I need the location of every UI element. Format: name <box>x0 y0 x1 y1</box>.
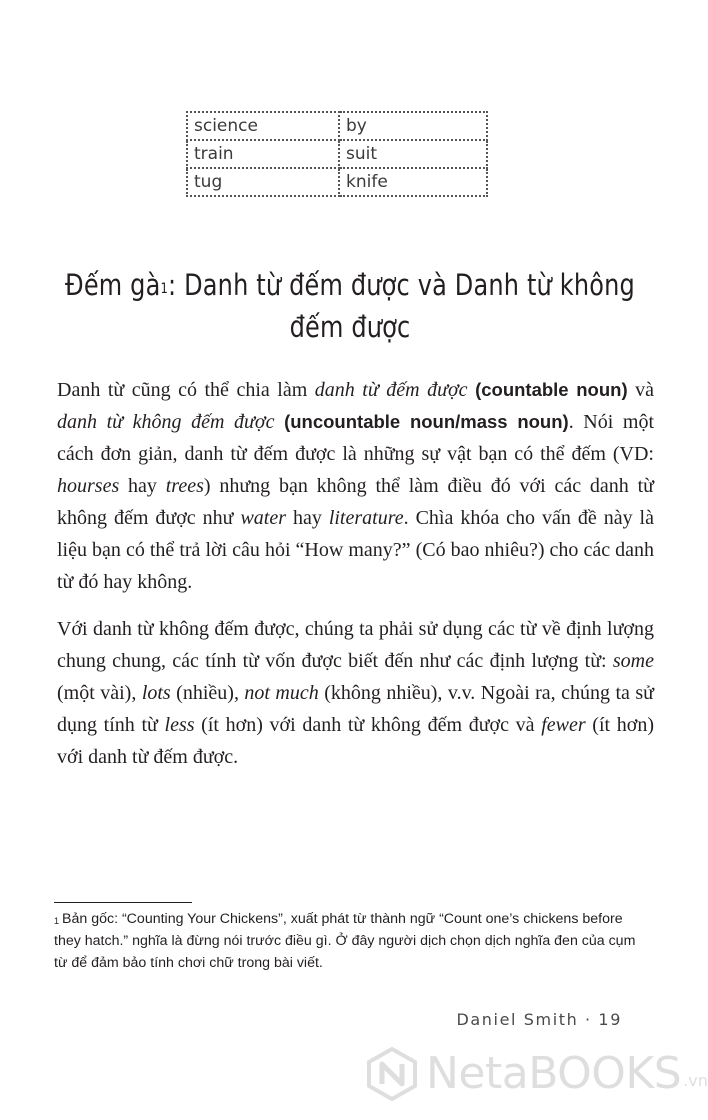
text-run: Danh từ cũng có thể chia làm <box>57 379 315 401</box>
bold-term: (countable noun) <box>475 379 628 400</box>
italic-term: trees <box>165 475 204 497</box>
italic-term: fewer <box>541 714 586 736</box>
text-run: (không nhiều), v.v. Ngoài ra, chúng ta sử dụng tính từ <box>57 682 654 736</box>
text-run: (một vài), <box>57 682 142 704</box>
table-cell: science <box>187 112 339 140</box>
italic-term: less <box>164 714 195 736</box>
footnote-divider <box>54 902 192 903</box>
heading-part2: : Danh từ đếm được và Danh từ không đếm được <box>168 268 635 344</box>
table-cell: tug <box>187 168 339 196</box>
table-cell: by <box>339 112 487 140</box>
word-table <box>186 111 488 197</box>
italic-term: danh từ đếm được <box>314 379 468 401</box>
paragraph-2 <box>57 613 654 773</box>
text-run: (nhiều), <box>170 682 245 704</box>
footnote-ref: 1 <box>160 281 169 297</box>
watermark-suffix: .vn <box>683 1071 708 1090</box>
text-run <box>274 411 284 433</box>
italic-term: water <box>240 507 286 529</box>
italic-term: lots <box>141 682 171 704</box>
text-run: (ít hơn) với danh từ không đếm được và <box>194 714 542 736</box>
bold-term: (uncountable noun/mass noun) <box>284 411 569 432</box>
text-run: và <box>627 379 654 401</box>
text-run: . Nói một cách đơn giản, danh từ đếm được là những sự vật bạn có thể đếm (VD: <box>57 411 654 465</box>
italic-term: danh từ không đếm được <box>57 411 275 433</box>
watermark <box>364 1046 708 1102</box>
table-cell: suit <box>339 140 487 168</box>
text-run: . Chìa khóa cho vấn đề này là liệu bạn có thể trả lời câu hỏi “How many?” (Có bao nhiêu?) cho các danh từ đó hay không. <box>57 507 654 593</box>
table-row <box>187 112 487 140</box>
footnote-text: Bản gốc: “Counting Your Chickens”, xuất phát từ thành ngữ “Count one’s chickens before they hatch.” nghĩa là đừng nói trước điều gì. Ở đây người dịch chọn dịch nghĩa đen của cụm từ để đảm bảo tính chơi chữ trong bài viết. <box>54 911 636 971</box>
text-run: ) nhưng bạn không thể làm điều đó với các danh từ không đếm được như <box>57 475 654 529</box>
page-footer: Daniel Smith · 19 <box>456 1010 622 1029</box>
footnote-mark: 1 <box>54 916 60 926</box>
italic-term: hourses <box>57 475 120 497</box>
table-row <box>187 140 487 168</box>
section-heading <box>65 264 635 348</box>
italic-term: literature <box>328 507 404 529</box>
table-cell: knife <box>339 168 487 196</box>
table-row <box>187 168 487 196</box>
paragraph-1 <box>57 374 654 598</box>
text-run: Với danh từ không đếm được, chúng ta phải sử dụng các từ về định lượng chung chung, các tính từ vốn được biết đến như các định lượng từ: <box>57 618 654 672</box>
italic-term: not much <box>244 682 319 704</box>
watermark-brand: NetaBOOKS <box>426 1048 682 1099</box>
text-run <box>468 379 476 401</box>
text-run: (ít hơn) với danh từ đếm được. <box>57 714 654 768</box>
heading-part1: Đếm gà <box>65 268 161 302</box>
text-run: hay <box>119 475 166 497</box>
text-run: hay <box>286 507 329 529</box>
italic-term: some <box>612 650 654 672</box>
netabooks-logo-icon <box>364 1046 420 1102</box>
footnote <box>54 908 644 974</box>
table-cell: train <box>187 140 339 168</box>
